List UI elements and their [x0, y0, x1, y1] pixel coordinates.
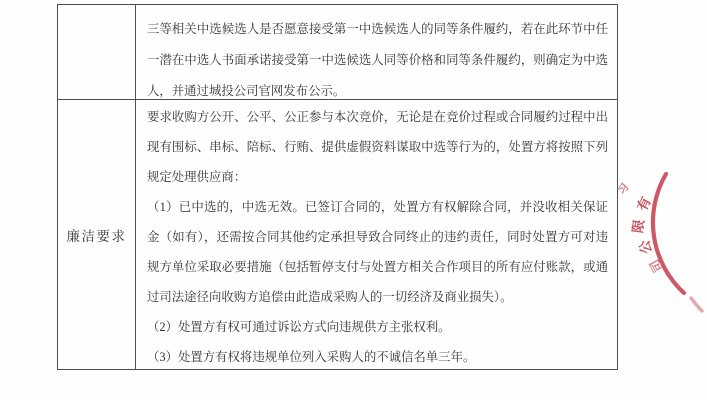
integrity-paragraph-clause-2: （2）处置方有权可通过诉讼方式向违规供方主张权利。 [147, 320, 451, 334]
integrity-requirement-label: 廉洁要求 [66, 228, 127, 244]
seal-ring-arc-faint [691, 298, 702, 311]
continuation-paragraph: 三等相关中选候选人是否愿意接受第一中选候选人的同等条件履约，若在此环节中任一潜在中选人书面承诺接受第一中选候选人同等价格和同等条件履约，则确定为中选人，并通过城投公司官网发布公示。 [147, 22, 608, 98]
table-cell-integrity-label [58, 100, 136, 369]
integrity-paragraph-intro: 要求收购方公开、公平、公正参与本次竞价，无论是在竞价过程或合同履约过程中出现有围标、串标、陪标、行贿、提供虚假资料谋取中选等行为的，处置方将按照下列规定处理供应商： [147, 110, 608, 184]
integrity-paragraph-clause-3: （3）处置方有权将违规单位列入采购人的不诚信名单三年。 [147, 350, 476, 364]
company-seal [610, 128, 707, 328]
seal-char-you: 有 [634, 194, 654, 214]
document-table [57, 4, 618, 370]
seal-partial-mark: 习 [616, 181, 632, 197]
seal-char-si: 司 [647, 257, 666, 275]
seal-char-gong: 公 [636, 238, 655, 256]
seal-ring-arc [653, 174, 684, 293]
table-cell-label-row1-empty [58, 5, 136, 100]
table-cell-integrity-content [136, 100, 617, 369]
table-cell-continuation-text [136, 5, 617, 100]
seal-char-xian: 限 [630, 218, 647, 235]
integrity-paragraph-clause-1: （1）已中选的，中选无效。已签订合同的，处置方有权解除合同，并没收相关保证金（如有），还需按合同其他约定承担导致合同终止的违约责任，同时处置方可对违规方单位采取必要措施（包括暂停支付与处置方相关合作项目的所有应付账款，或通过司法途径向收购方追偿由此造成采购人的一切经济及商业损失）。 [147, 200, 608, 304]
